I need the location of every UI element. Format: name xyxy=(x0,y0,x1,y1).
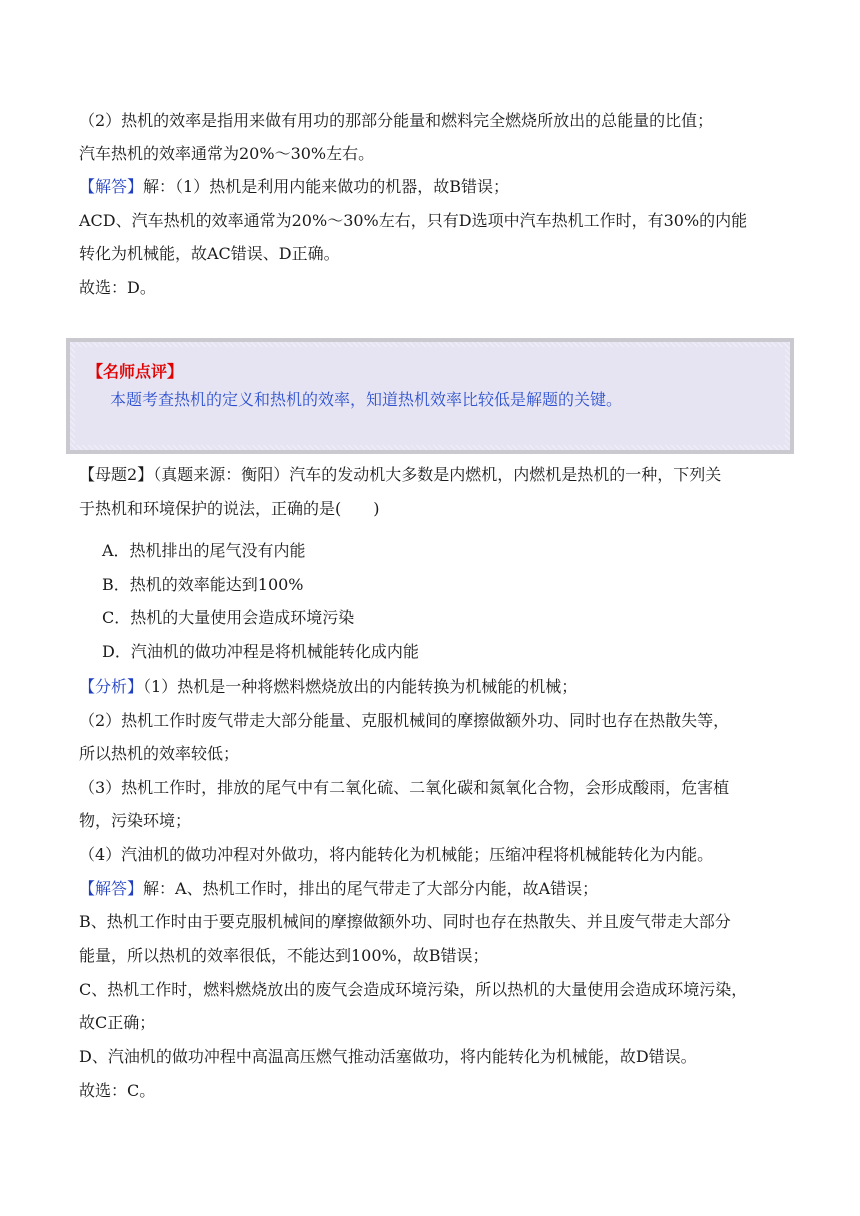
question-stem-line xyxy=(79,464,800,486)
prev-answer-line xyxy=(79,176,800,198)
analysis-line: （2）热机工作时废气带走大部分能量、克服机械间的摩擦做额外功、同时也存在热散失等， xyxy=(79,711,730,730)
teacher-comment-inner xyxy=(75,347,785,445)
option-b: B．热机的效率能达到100% xyxy=(102,575,304,594)
solution-line: D、汽油机的做功冲程中高温高压燃气推动活塞做功，将内能转化为机械能，故D错误。 xyxy=(79,1047,697,1066)
prev-answer-line: 转化为机械能，故AC错误、D正确。 xyxy=(79,244,340,263)
option-a: A．热机排出的尾气没有内能 xyxy=(102,541,306,560)
analysis-line: （3）热机工作时，排放的尾气中有二氧化硫、二氧化碳和氮氧化合物，会形成酸雨，危害植 xyxy=(79,778,730,797)
question-tag: 【母题2】 xyxy=(79,465,154,484)
solution-line: B、热机工作时由于要克服机械间的摩擦做额外功、同时也存在热散失、并且废气带走大部分 xyxy=(79,912,731,931)
prev-analysis-line: 汽车热机的效率通常为20%～30%左右。 xyxy=(79,144,375,163)
teacher-comment-box xyxy=(66,338,794,454)
analysis-tag: 【分析】 xyxy=(79,677,144,696)
analysis-line: 物，污染环境； xyxy=(79,811,192,830)
solution-line xyxy=(79,878,800,900)
solution-text: 解：A、热机工作时，排出的尾气带走了大部分内能，故A错误； xyxy=(143,879,599,898)
solution-line: 能量，所以热机的效率很低，不能达到100%，故B错误； xyxy=(79,946,489,965)
answer-tag: 【解答】 xyxy=(79,177,144,196)
prev-analysis-line: （2）热机的效率是指用来做有用功的那部分能量和燃料完全燃烧所放出的总能量的比值； xyxy=(79,111,714,130)
prev-choice: 故选：D。 xyxy=(79,278,156,297)
answer-text: 解：（1）热机是利用内能来做功的机器，故B错误； xyxy=(143,177,509,196)
solution-tag: 【解答】 xyxy=(79,879,144,898)
question-stem-line: 于热机和环境保护的说法，正确的是( ) xyxy=(79,499,380,518)
analysis-line xyxy=(79,676,800,698)
solution-line: C、热机工作时，燃料燃烧放出的废气会造成环境污染，所以热机的大量使用会造成环境污染， xyxy=(79,980,748,999)
analysis-line: （4）汽油机的做功冲程对外做功，将内能转化为机械能；压缩冲程将机械能转化为内能。 xyxy=(79,845,714,864)
teacher-comment-title: 【名师点评】 xyxy=(87,362,184,381)
analysis-text: （1）热机是一种将燃料燃烧放出的内能转换为机械能的机械； xyxy=(143,677,578,696)
teacher-comment-text: 本题考查热机的定义和热机的效率，知道热机效率比较低是解题的关键。 xyxy=(110,390,623,409)
option-c: C．热机的大量使用会造成环境污染 xyxy=(102,608,355,627)
analysis-line: 所以热机的效率较低； xyxy=(79,744,240,763)
question-stem: （真题来源：衡阳）汽车的发动机大多数是内燃机，内燃机是热机的一种，下列关 xyxy=(153,465,722,484)
solution-choice: 故选：C。 xyxy=(79,1081,156,1100)
prev-answer-line: ACD、汽车热机的效率通常为20%～30%左右，只有D选项中汽车热机工作时，有30%的内能 xyxy=(79,211,748,230)
solution-line: 故C正确； xyxy=(79,1013,156,1032)
option-d: D．汽油机的做功冲程是将机械能转化成内能 xyxy=(102,642,419,661)
